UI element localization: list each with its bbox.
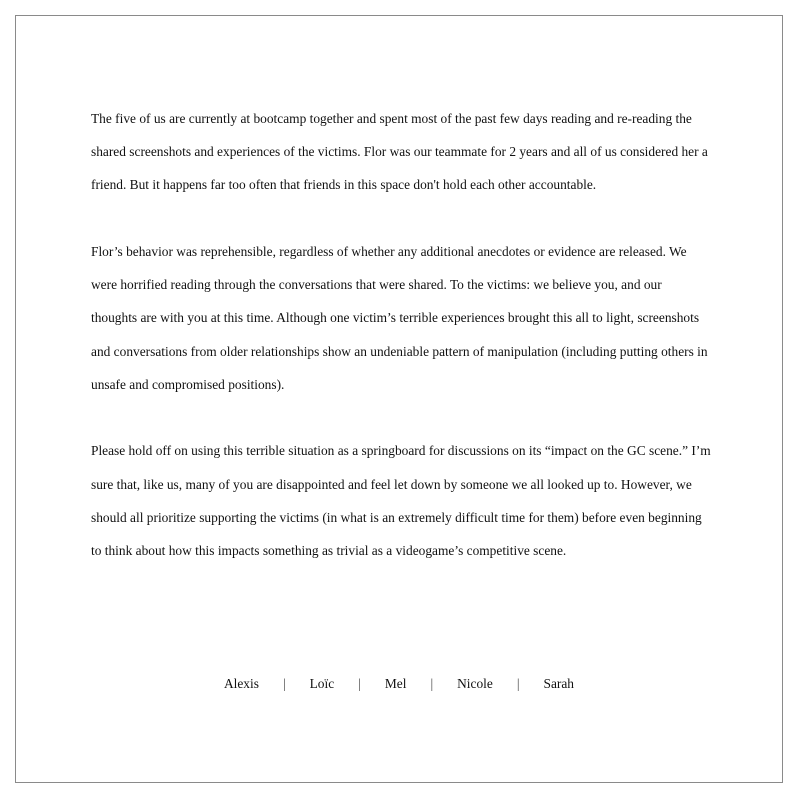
signature-mel: Mel: [384, 676, 407, 691]
separator: |: [516, 676, 520, 691]
signature-alexis: Alexis: [223, 676, 259, 691]
signature-sarah: Sarah: [543, 676, 575, 691]
paragraph-3: Please hold off on using this terrible situation as a springboard for discussions on its “impact on the GC scene.” I’m sure that, like us, many of you are disappointed and feel let down by someone we all looked up to. However, we should all prioritize supporting the victims (in what is an extremely difficult time for them) before even beginning to think about how this impacts something as trivial as a videogame’s competitive scene.: [91, 443, 711, 559]
signature-nicole: Nicole: [457, 676, 493, 691]
signature-line: [16, 674, 782, 694]
separator: |: [282, 676, 286, 691]
statement-body: [91, 102, 711, 567]
separator: |: [430, 676, 434, 691]
paragraph-2: Flor’s behavior was reprehensible, regardless of whether any additional anecdotes or evidence are released. We were horrified reading through the conversations that were shared. To the victims: we believe you, and our thoughts are with you at this time. Although one victim’s terrible experiences brought this all to light, screenshots and conversations from older relationships show an undeniable pattern of manipulation (including putting others in unsafe and compromised positions).: [91, 244, 708, 392]
separator: |: [358, 676, 361, 691]
document-page: [15, 15, 783, 783]
signature-loic: Loïc: [309, 676, 335, 691]
paragraph-1: The five of us are currently at bootcamp together and spent most of the past few days reading and re-reading the shared screenshots and experiences of the victims. Flor was our teammate for 2 years and all of us considered her a friend. But it happens far too often that friends in this space don't hold each other accountable.: [91, 111, 708, 193]
